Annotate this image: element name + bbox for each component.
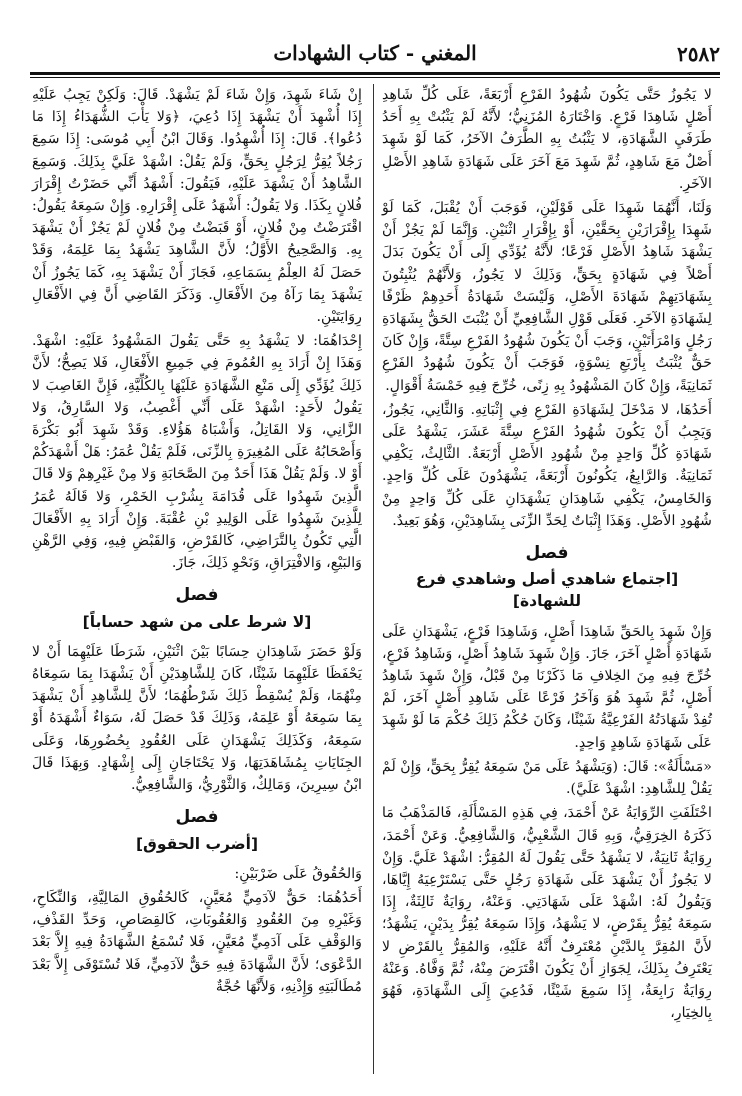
right-column <box>382 84 712 1026</box>
header-rule-thin <box>30 77 720 78</box>
section-title: [أضرب الحقوق] <box>135 834 259 853</box>
paragraph: إِنْ شَاءَ شَهِدَ، وَإِنْ شَاءَ لَمْ يَشْهَدْ. قَالَ: وَلَكِنْ يَجِبُ عَلَيْهِ إِذَا أُشْهِدَ أَنْ يَشْهَدَ إِذَا دُعِيَ، ﴿وَلا يَأْبَ الشُّهَدَاءُ إِذَا مَا دُعُوا﴾. قَالَ: إِذَا أُشْهِدُوا. وَقَالَ ابْنُ أَبِي مُوسَى: إِذَا سَمِعَ رَجُلاً يُقِرُّ لِرَجُلٍ بِحَقٍّ، وَلَمْ يَقُلْ: اشْهَدْ عَلَيَّ بِذَلِكَ. وَسَمِعَ الشَّاهِدُ أَنْ يَشْهَدَ عَلَيْهِ، فَيَقُولَ: أَشْهَدُ أَنِّي حَضَرْتُ إِقْرَارَ فُلانٍ بِكَذَا. وَلا يَقُولُ: أَشْهَدُ عَلَى إِقْرَارِهِ. وَإِنْ سَمِعَهُ يَقُولُ: اقْتَرَضْتُ مِنْ فُلانٍ، أَوْ قَبَضْتُ مِنْ فُلانٍ لَمْ يَجُزْ أَنْ يَشْهَدَ بِهِ. وَالصَّحِيحُ الأَوَّلُ؛ لأَنَّ الشَّاهِدَ يَشْهَدُ بِمَا عَلِمَهُ، وَقَدْ حَصَلَ لَهُ العِلْمُ بِسَمَاعِهِ، فَجَازَ أَنْ يَشْهَدَ بِهِ، كَمَا يَجُوزُ أَنْ يَشْهَدَ بِمَا رَآهُ مِنَ الأَفْعَالِ. وَذَكَرَ القَاضِي أَنَّ فِي الأَفْعَالِ رِوَايَتَيْنِ. <box>32 87 362 326</box>
paragraph: وَلَنَا، أَنَّهُمَا شَهِدَا عَلَى قَوْلَيْنِ، فَوَجَبَ أَنْ يُقْبَلَ، كَمَا لَوْ شَهِدَا بِإِقْرَارَيْنِ بِحَقَّيْنِ، أَوْ بِإِقْرَارِ اثْنَيْنِ. وَإِنَّمَا لَمْ يَجُزْ أَنْ يَشْهَدَ شَاهِدُ الأَصْلِ فَرْعًا؛ لأَنَّهُ يُؤَدِّي إِلَى أَنْ يَكُونَ بَدَلَ أَصْلاً فِي شَهَادَةٍ بِحَقٍّ، وَذَلِكَ لا يَجُوزُ، وَلأَنَّهُمْ يُثْبِتُونَ بِشَهَادَتِهِمْ شَهَادَةَ الأَصْلِ، وَلَيْسَتْ شَهَادَةُ أَحَدِهِمْ ظَرْفًا لِشَهَادَةِ الآخَرِ. فَعَلَى قَوْلِ الشَّافِعِيِّ أَنْ يُثْبَتَ الحَقُّ بِشَهَادَةِ رَجُلٍ وَامْرَأَتَيْنِ، وَجَبَ أَنْ يَكُونَ شُهُودُ الفَرْعِ سِتَّةً، وَإِنْ كَانَ حَقٌّ يُثْبَتُ بِأَرْبَعِ نِسْوَةٍ، فَوَجَبَ أَنْ يَكُونَ شُهُودُ الفَرْعِ ثَمَانِيَةً، وَإِنْ كَانَ المَشْهُودُ بِهِ زِنًى، خُرِّجَ فِيهِ خَمْسَةُ أَقْوَالٍ. <box>382 200 712 394</box>
paragraph: أَحَدُهُمَا: حَقٌّ لآدَمِيٍّ مُعَيَّنٍ، كَالحُقُوقِ المَالِيَّةِ، وَالنِّكَاحِ، وَغَيْرِهِ مِنَ العُقُودِ وَالعُقُوبَاتِ، كَالقِصَاصِ، وَحَدِّ القَذْفِ، وَالوَقْفِ عَلَى آدَمِيٍّ مُعَيَّنٍ، فَلا تُسْمَعُ الشَّهَادَةُ فِيهِ إِلاَّ بَعْدَ الدَّعْوَى؛ لأَنَّ الشَّهَادَةَ فِيهِ حَقٌّ لآدَمِيٍّ، فَلا تُسْتَوْفَى إِلاَّ بَعْدَ مُطَالَبَتِهِ وَإِذْنِهِ، وَلأَنَّهَا حُجَّةٌ <box>32 889 362 995</box>
section-title: [اجتماع شاهدي أصل وشاهدي فرع للشهادة] <box>415 570 679 611</box>
paragraph: أَحَدُهَا، لا مَدْخَلَ لِشَهَادَةِ الفَرْعِ فِي إِثْبَاتِهِ. وَالثَّانِي، يَجُوزُ، وَيَجِبُ أَنْ يَكُونَ شُهُودُ الفَرْعِ سِتَّةَ عَشَرَ، يَشْهَدُ عَلَى شَهَادَةِ كُلِّ وَاحِدٍ مِنْ شُهُودِ الأَصْلِ أَرْبَعَةٌ. الثَّالِثُ، يَكْفِي ثَمَانِيَةٌ. وَالرَّابِعُ، يَكُونُونَ أَرْبَعَةً، يَشْهَدُونَ عَلَى كُلِّ وَاحِدٍ. وَالخَامِسُ، يَكْفِي شَاهِدَانِ يَشْهَدَانِ عَلَى كُلِّ وَاحِدٍ مِنْ شُهُودِ الأَصْلِ. وَهَذَا إِثْبَاتٌ لِحَدِّ الزِّنَى بِشَاهِدَيْنِ، وَهُوَ بَعِيدٌ. <box>382 401 712 529</box>
running-title: المغني - كتاب الشهادات <box>273 41 477 65</box>
paragraph: «مَسْأَلَةٌ»: قَالَ: (وَيَشْهَدُ عَلَى مَنْ سَمِعَهُ يُقِرُّ بِحَقٍّ، وَإِنْ لَمْ يَقُلْ لِلشَّاهِدِ: اشْهَدْ عَلَيَّ). <box>382 758 712 798</box>
page-header <box>30 40 720 70</box>
page-number: ٢٥٨٢ <box>677 42 720 66</box>
paragraph: لا يَجُوزُ حَتَّى يَكُونَ شُهُودُ الفَرْعِ أَرْبَعَةً، عَلَى كُلِّ شَاهِدِ أَصْلٍ شَاهِدَا فَرْعٍ. وَاخْتَارَهُ المُزَنِيُّ؛ لأَنَّهُ لَمْ يَثْبُتْ بِهِ أَحَدُ طَرَفَيِ الشَّهَادَةِ، لا يَثْبُتُ بِهِ الطَّرَفُ الآخَرُ، كَمَا لَوْ شَهِدَ أَصْلٌ مَعَ شَاهِدٍ، ثُمَّ شَهِدَ مَعَ آخَرَ عَلَى شَهَادَةِ شَاهِدِ الأَصْلِ الآخَرِ. <box>382 87 712 192</box>
section-label: فصل <box>525 543 569 564</box>
paragraph: وَإِنْ شَهِدَ بِالحَقِّ شَاهِدَا أَصْلٍ، وَشَاهِدَا فَرْعٍ، يَشْهَدَانِ عَلَى شَهَادَةِ أَصْلٍ آخَرَ، جَازَ. وَإِنْ شَهِدَ شَاهِدُ أَصْلٍ، وَشَاهِدُ فَرْعٍ، خُرِّجَ فِيهِ مِنَ الخِلافِ مَا ذَكَرْنَا مِنْ قَبْلُ، وَإِنْ شَهِدَ شَاهِدُ أَصْلٍ، ثُمَّ شَهِدَ هُوَ وَآخَرُ فَرْعًا عَلَى شَاهِدِ أَصْلٍ آخَرَ، لَمْ تُفِدْ شَهَادَتُهُ الفَرْعِيَّةُ شَيْئًا، وَكَانَ حُكْمُ ذَلِكَ حُكْمَ مَا لَوْ شَهِدَ عَلَى شَهَادَةِ شَاهِدٍ وَاحِدٍ. <box>382 623 712 751</box>
column-divider <box>373 84 374 1074</box>
left-column <box>32 84 362 1000</box>
header-rule-thick <box>30 72 720 75</box>
paragraph: إِحْدَاهُمَا: لا يَشْهَدُ بِهِ حَتَّى يَقُولَ المَشْهُودُ عَلَيْهِ: اشْهَدْ. وَهَذَا إِنْ أَرَادَ بِهِ العُمُومَ فِي جَمِيعِ الأَفْعَالِ، فَلا يَصِحُّ؛ لأَنَّ ذَلِكَ يُؤَدِّي إِلَى مَنْعِ الشَّهَادَةِ عَلَيْهَا بِالكُلِّيَّةِ، فَإِنَّ الغَاصِبَ لا يَقُولُ لأَحَدٍ: اشْهَدْ عَلَى أَنِّي أَغْصِبُ، وَلا السَّارِقُ، وَلا الزَّانِي، وَلا القَاتِلُ، وَأَشْبَاهُ هَؤُلاءِ. وَقَدْ شَهِدَ أَبُو بَكْرَةَ وَأَصْحَابُهُ عَلَى المُغِيرَةِ بِالزِّنَى، فَلَمْ يَقُلْ عُمَرُ: هَلْ أَشْهَدَكُمْ أَوْ لا. وَلَمْ يَقُلْ هَذَا أَحَدٌ مِنَ الصَّحَابَةِ وَلا مِنْ غَيْرِهِمْ وَلا قَالَ الَّذِينَ شَهِدُوا عَلَى قُدَامَةَ بِشُرْبِ الخَمْرِ، وَلا قَالَهُ عُمَرُ لِلَّذِينَ شَهِدُوا عَلَى الوَلِيدِ بْنِ عُقْبَةَ. وَإِنْ أَرَادَ بِهِ الأَفْعَالَ الَّتِي تَكُونُ بِالتَّرَاضِي، كَالقَرْضِ، وَالقَبْضِ فِيهِ، وَفِي الرَّهْنِ وَالبَيْعِ، وَالافْتِرَاقِ، وَنَحْوِ ذَلِكَ، جَازَ. <box>32 333 362 572</box>
paragraph: اخْتَلَفَتِ الرِّوَايَةُ عَنْ أَحْمَدَ، فِي هَذِهِ المَسْأَلَةِ، فَالمَذْهَبُ مَا ذَكَرَهُ الخِرَقِيُّ، وَبِهِ قَالَ الشَّعْبِيُّ، وَالشَّافِعِيُّ. وَعَنْ أَحْمَدَ، رِوَايَةٌ ثَانِيَةٌ، لا يَشْهَدُ حَتَّى يَقُولَ لَهُ المُقِرُّ: اشْهَدْ عَلَيَّ. وَإِنْ لا يَجُوزُ أَنْ يَشْهَدَ عَلَى شَهَادَةِ رَجُلٍ حَتَّى يَسْتَرْعِيَهُ إِيَّاهَا، وَيَقُولُ لَهُ: اشْهَدْ عَلَى شَهَادَتِي. وَعَنْهُ، رِوَايَةٌ ثَالِثَةٌ، إِذَا سَمِعَهُ يُقِرُّ بِقَرْضٍ، لا يَشْهَدُ، وَإِذَا سَمِعَهُ يُقِرُّ بِدَيْنٍ، يَشْهَدُ؛ لأَنَّ المُقِرَّ بِالدَّيْنِ مُعْتَرِفٌ أَنَّهُ عَلَيْهِ، وَالمُقِرُّ بِالقَرْضِ لا يَعْتَرِفُ بِذَلِكَ، لِجَوَازِ أَنْ يَكُونَ اقْتَرَضَ مِنْهُ، ثُمَّ وَفَّاهُ. وَعَنْهُ رِوَايَةٌ رَابِعَةٌ، إِذَا سَمِعَ شَيْئًا، فَدُعِيَ إِلَى الشَّهَادَةِ، فَهُوَ بِالخِيَارِ، <box>382 805 712 1022</box>
paragraph: وَالحُقُوقُ عَلَى ضَرْبَيْنِ: <box>234 865 362 882</box>
section-label: فصل <box>175 585 219 606</box>
paragraph: وَلَوْ حَضَرَ شَاهِدَانِ حِسَابًا بَيْنَ اثْنَيْنِ، شَرَطَا عَلَيْهِمَا أَنْ لا يَحْفَظَا عَلَيْهِمَا شَيْئًا، كَانَ لِلشَّاهِدَيْنِ أَنْ يَشْهَدَا بِمَا سَمِعَاهُ مِنْهُمَا، وَلَمْ يُسْقِطْ ذَلِكَ شَرْطُهُمَا؛ لأَنَّ لِلشَّاهِدِ أَنْ يَشْهَدَ بِمَا سَمِعَهُ أَوْ عَلِمَهُ، وَذَلِكَ قَدْ حَصَلَ لَهُ، سَوَاءٌ أَشْهَدَهُ أَوْ سَمِعَهُ، وَكَذَلِكَ يَشْهَدَانِ عَلَى العُقُودِ بِحُضُورِهَا، وَعَلَى الجِنَايَاتِ بِمُشَاهَدَتِهَا، وَلا يَحْتَاجَانِ إِلَى إِشْهَادٍ. وَبِهَذَا قَالَ ابْنُ سِيرِينَ، وَمَالِكٌ، وَالثَّوْرِيُّ، وَالشَّافِعِيُّ. <box>32 643 362 794</box>
section-label: فصل <box>175 807 219 828</box>
section-title: [لا شرط على من شهد حساباً] <box>82 612 312 631</box>
